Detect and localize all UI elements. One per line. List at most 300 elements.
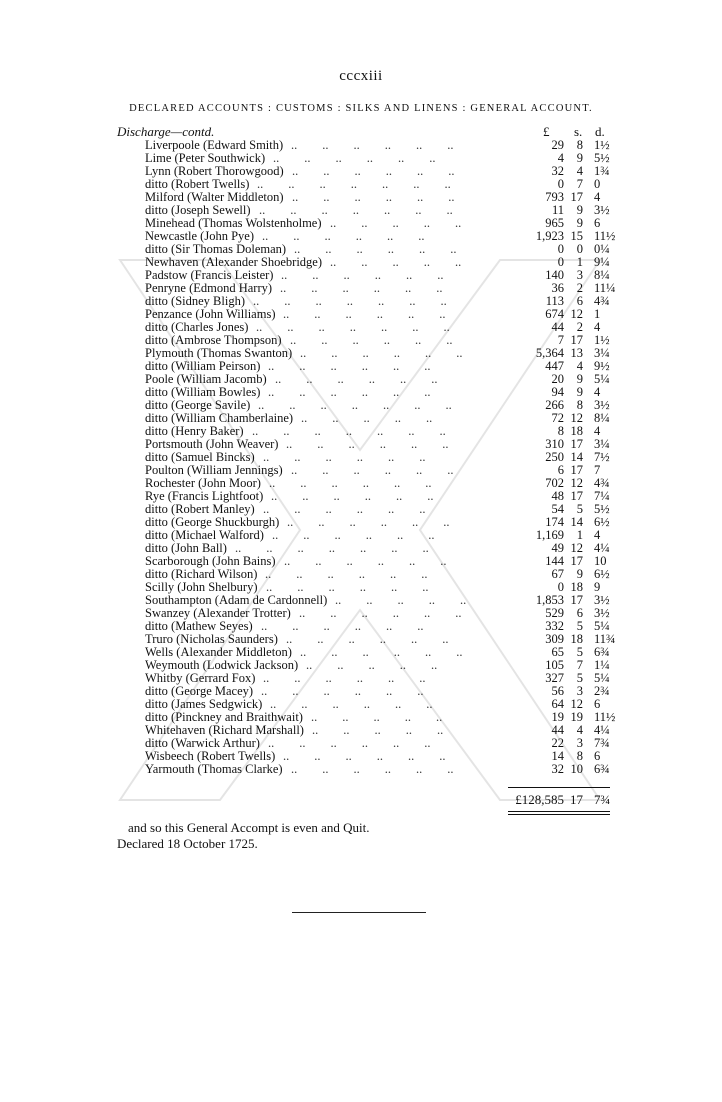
entry-pence: 3¼ (594, 346, 610, 360)
entry-pence: 4 (594, 528, 601, 542)
leader-dots: .. .. .. .. .. .. (300, 646, 488, 659)
entry-pence: 4¼ (594, 723, 610, 737)
entry-name: Whitby (Gerrard Fox) (145, 671, 256, 685)
entry-pounds: 94 (551, 385, 564, 399)
entry-name: Wisbeech (Robert Twells) (145, 749, 276, 763)
table-row (0, 178, 722, 191)
entry-name: Padstow (Francis Leister) (145, 268, 274, 282)
leader-dots: .. .. .. .. .. .. (268, 737, 456, 750)
entry-shillings: 17 (570, 437, 583, 451)
entry-pence: 11¼ (594, 281, 616, 295)
leader-dots: .. .. .. .. .. .. .. (258, 399, 477, 412)
entry-pence: 5¼ (594, 372, 610, 386)
page-folio: cccxiii (339, 68, 383, 84)
entry-pence: 9½ (594, 359, 610, 373)
entry-name: ditto (Pinckney and Braithwait) (145, 710, 303, 724)
entry-pence: 1¾ (594, 164, 610, 178)
entry-pence: 8¼ (594, 268, 610, 282)
entry-shillings: 6 (576, 606, 583, 620)
closing-statement: and so this General Accompt is even and Quit. (128, 820, 370, 835)
entry-pounds: 29 (551, 138, 564, 152)
entry-pounds: 48 (551, 489, 564, 503)
entry-shillings: 17 (570, 593, 583, 607)
section-heading: Discharge—contd. (117, 124, 215, 139)
entry-pence: 1 (594, 307, 601, 321)
entry-pence: 6 (594, 697, 601, 711)
entry-shillings: 17 (570, 554, 583, 568)
table-row (0, 464, 722, 477)
entry-shillings: 9 (576, 385, 583, 399)
entry-pounds: 266 (545, 398, 564, 412)
entry-shillings: 1 (576, 528, 583, 542)
table-row (0, 295, 722, 308)
entry-pence: 3½ (594, 398, 610, 412)
entry-shillings: 3 (576, 268, 583, 282)
entry-name: ditto (Sir Thomas Doleman) (145, 242, 287, 256)
entry-name: ditto (George Shuckburgh) (145, 515, 280, 529)
entry-pounds: 113 (545, 294, 564, 308)
entry-pence: 11¾ (594, 632, 616, 646)
entry-name: ditto (James Sedgwick) (145, 697, 263, 711)
entry-shillings: 18 (570, 424, 583, 438)
leader-dots: .. .. .. .. .. .. (263, 503, 451, 516)
table-row (0, 282, 722, 295)
column-header-pounds: £ (543, 124, 550, 139)
table-row (0, 438, 722, 451)
entry-shillings: 1 (576, 255, 583, 269)
entry-pounds: 20 (551, 372, 564, 386)
entry-name: Rochester (John Moor) (145, 476, 261, 490)
table-row (0, 347, 722, 360)
entry-shillings: 5 (576, 619, 583, 633)
entry-pence: 4¾ (594, 294, 610, 308)
leader-dots: .. .. .. .. .. .. (286, 633, 474, 646)
entry-name: Portsmouth (John Weaver) (145, 437, 279, 451)
entry-shillings: 17 (570, 333, 583, 347)
leader-dots: .. .. .. .. .. .. (263, 451, 451, 464)
entry-name: Milford (Walter Middleton) (145, 190, 284, 204)
table-row (0, 516, 722, 529)
entry-pounds: 8 (557, 424, 564, 438)
entry-name: Plymouth (Thomas Swanton) (145, 346, 293, 360)
entry-pence: 0¼ (594, 242, 610, 256)
leader-dots: .. .. .. .. .. .. .. (252, 425, 471, 438)
entry-pence: 6 (594, 216, 601, 230)
entry-pounds: 7 (557, 333, 564, 347)
entry-pounds: 1,923 (535, 229, 564, 243)
entry-shillings: 12 (570, 307, 583, 321)
leader-dots: .. .. .. .. .. .. (270, 698, 458, 711)
entry-name: ditto (John Ball) (145, 541, 227, 555)
entry-shillings: 2 (576, 281, 583, 295)
entry-pence: 3½ (594, 203, 610, 217)
leader-dots: .. .. .. .. .. .. (291, 464, 479, 477)
table-row (0, 230, 722, 243)
entry-shillings: 17 (570, 489, 583, 503)
entry-shillings: 9 (576, 372, 583, 386)
table-row (0, 243, 722, 256)
entry-name: Scilly (John Shelbury) (145, 580, 258, 594)
table-row (0, 334, 722, 347)
leader-dots: .. .. .. .. .. .. (268, 360, 456, 373)
entry-shillings: 5 (576, 671, 583, 685)
table-row (0, 399, 722, 412)
leader-dots: .. .. .. .. .. .. (291, 139, 479, 152)
table-row (0, 490, 722, 503)
leader-dots: .. .. .. .. .. .. (271, 490, 459, 503)
total-row (0, 792, 722, 807)
table-row (0, 204, 722, 217)
entry-shillings: 8 (576, 749, 583, 763)
entry-pounds: 5,364 (535, 346, 564, 360)
entry-shillings: 4 (576, 359, 583, 373)
table-row (0, 386, 722, 399)
leader-dots: .. .. .. .. .. .. (300, 347, 488, 360)
table-row (0, 412, 722, 425)
entry-pounds: 0 (557, 255, 564, 269)
leader-dots: .. .. .. .. .. .. (263, 672, 451, 685)
leader-dots: .. .. .. .. .. (301, 412, 458, 425)
entry-name: Truro (Nicholas Saunders) (145, 632, 278, 646)
entry-name: Penryne (Edmond Harry) (145, 281, 273, 295)
table-row (0, 152, 722, 165)
entry-name: ditto (Sidney Bligh) (145, 294, 245, 308)
table-row (0, 581, 722, 594)
entry-pence: 6½ (594, 515, 610, 529)
entry-shillings: 9 (576, 567, 583, 581)
table-row (0, 451, 722, 464)
column-header-shillings: s. (574, 124, 583, 139)
leader-dots: .. .. .. .. .. .. (262, 230, 450, 243)
entry-pence: 3½ (594, 593, 610, 607)
entry-pounds: 140 (545, 268, 564, 282)
table-row (0, 659, 722, 672)
table-row (0, 165, 722, 178)
entry-pence: 5¼ (594, 671, 610, 685)
total-shillings: 17 (570, 792, 583, 807)
total-rule-top (508, 787, 610, 788)
leader-dots: .. .. .. .. .. .. (287, 516, 475, 529)
table-row (0, 139, 722, 152)
leader-dots: .. .. .. .. .. .. (299, 607, 487, 620)
entry-shillings: 18 (570, 632, 583, 646)
leader-dots: .. .. .. .. .. (330, 256, 487, 269)
entry-name: ditto (Robert Twells) (145, 177, 250, 191)
entry-shillings: 13 (570, 346, 583, 360)
entry-pence: 5½ (594, 502, 610, 516)
entry-name: Penzance (John Williams) (145, 307, 276, 321)
entry-pounds: 14 (551, 749, 564, 763)
entry-pounds: 310 (545, 437, 564, 451)
table-row (0, 542, 722, 555)
entry-pounds: 4 (557, 151, 564, 165)
leader-dots: .. .. .. .. .. .. .. (235, 542, 454, 555)
leader-dots: .. .. .. .. .. (311, 711, 468, 724)
table-row (0, 360, 722, 373)
entry-shillings: 12 (570, 411, 583, 425)
entry-pence: 7¾ (594, 736, 610, 750)
entry-pounds: 1,853 (535, 593, 564, 607)
entry-pounds: 309 (545, 632, 564, 646)
table-row (0, 425, 722, 438)
leader-dots: .. .. .. .. .. .. (280, 282, 468, 295)
entry-name: Rye (Francis Lightfoot) (145, 489, 264, 503)
entry-pence: 1½ (594, 138, 610, 152)
leader-dots: .. .. .. .. .. .. (294, 243, 482, 256)
entry-shillings: 8 (576, 398, 583, 412)
entry-pounds: 22 (551, 736, 564, 750)
leader-dots: .. .. .. .. .. (335, 594, 492, 607)
entry-pence: 7¼ (594, 489, 610, 503)
declaration-date: Declared 18 October 1725. (117, 836, 258, 851)
entry-name: ditto (Samuel Bincks) (145, 450, 255, 464)
entry-shillings: 9 (576, 216, 583, 230)
entry-pence: 11½ (594, 229, 616, 243)
leader-dots: .. .. .. .. .. .. .. (259, 204, 478, 217)
entry-name: Yarmouth (Thomas Clarke) (145, 762, 283, 776)
entry-shillings: 2 (576, 320, 583, 334)
entry-pounds: 674 (545, 307, 564, 321)
entry-pence: 10 (594, 554, 607, 568)
entry-pence: 9 (594, 580, 601, 594)
entry-pence: 4 (594, 385, 601, 399)
entry-pence: 6¾ (594, 762, 610, 776)
entry-pounds: 144 (545, 554, 564, 568)
table-row (0, 633, 722, 646)
total-pence: 7¾ (594, 792, 611, 807)
entry-pence: 1½ (594, 333, 610, 347)
entry-pence: 8¼ (594, 411, 610, 425)
entry-name: ditto (Robert Manley) (145, 502, 255, 516)
leader-dots: .. .. .. .. .. .. (291, 763, 479, 776)
table-row (0, 191, 722, 204)
entry-shillings: 3 (576, 684, 583, 698)
leader-dots: .. .. .. .. .. .. (266, 581, 454, 594)
table-row (0, 685, 722, 698)
entry-name: Liverpoole (Edward Smith) (145, 138, 284, 152)
entry-pence: 11½ (594, 710, 616, 724)
entry-shillings: 3 (576, 736, 583, 750)
entry-shillings: 8 (576, 138, 583, 152)
entry-pounds: 793 (545, 190, 564, 204)
entry-shillings: 19 (570, 710, 583, 724)
end-rule (292, 912, 426, 913)
entry-pounds: 32 (551, 762, 564, 776)
entry-pounds: 49 (551, 541, 564, 555)
entry-pounds: 1,169 (535, 528, 564, 542)
table-row (0, 711, 722, 724)
entry-shillings: 5 (576, 502, 583, 516)
entry-pounds: 64 (551, 697, 564, 711)
entry-name: ditto (William Peirson) (145, 359, 261, 373)
entry-pounds: 965 (545, 216, 564, 230)
entry-pence: 5½ (594, 151, 610, 165)
entry-pounds: 32 (551, 164, 564, 178)
entry-pounds: 44 (551, 320, 564, 334)
leader-dots: .. .. .. .. .. .. (261, 685, 449, 698)
entry-pounds: 54 (551, 502, 564, 516)
entry-pence: 4¼ (594, 541, 610, 555)
entry-shillings: 9 (576, 151, 583, 165)
leader-dots: .. .. .. .. .. .. (275, 373, 463, 386)
entry-pence: 4 (594, 190, 601, 204)
entry-pounds: 0 (557, 580, 564, 594)
entry-pence: 1¼ (594, 658, 610, 672)
leader-dots: .. .. .. .. .. .. .. (253, 295, 472, 308)
column-header-pence: d. (595, 124, 605, 139)
table-row (0, 672, 722, 685)
entry-name: Poulton (William Jennings) (145, 463, 283, 477)
entry-name: ditto (Michael Walford) (145, 528, 264, 542)
leader-dots: .. .. .. .. .. .. (290, 334, 478, 347)
table-row (0, 646, 722, 659)
entry-pence: 3¼ (594, 437, 610, 451)
entry-name: ditto (William Chamberlaine) (145, 411, 294, 425)
leader-dots: .. .. .. .. .. .. (286, 438, 474, 451)
entry-pence: 4¾ (594, 476, 610, 490)
leader-dots: .. .. .. .. .. .. (268, 386, 456, 399)
entry-name: ditto (Warwick Arthur) (145, 736, 260, 750)
leader-dots: .. .. .. .. .. .. (292, 191, 480, 204)
entry-name: Whitehaven (Richard Marshall) (145, 723, 304, 737)
entry-pounds: 447 (545, 359, 564, 373)
entry-shillings: 12 (570, 697, 583, 711)
entry-shillings: 7 (576, 177, 583, 191)
table-row (0, 750, 722, 763)
entry-pounds: 0 (557, 242, 564, 256)
table-row (0, 724, 722, 737)
table-row (0, 373, 722, 386)
entry-pence: 4 (594, 424, 601, 438)
entry-pounds: 19 (551, 710, 564, 724)
entry-pounds: 36 (551, 281, 564, 295)
entry-pence: 7½ (594, 450, 610, 464)
entry-name: ditto (Mathew Seyes) (145, 619, 253, 633)
leader-dots: .. .. .. .. .. .. (283, 308, 471, 321)
entry-name: Minehead (Thomas Wolstenholme) (145, 216, 322, 230)
entry-name: ditto (Henry Baker) (145, 424, 244, 438)
entry-shillings: 0 (576, 242, 583, 256)
entry-name: Scarborough (John Bains) (145, 554, 276, 568)
entry-pounds: 327 (545, 671, 564, 685)
entry-pence: 9¼ (594, 255, 610, 269)
entry-pounds: 0 (557, 177, 564, 191)
leader-dots: .. .. .. .. .. (312, 724, 469, 737)
leader-dots: .. .. .. .. .. (306, 659, 463, 672)
entry-shillings: 17 (570, 190, 583, 204)
table-row (0, 503, 722, 516)
entry-pounds: 250 (545, 450, 564, 464)
leader-dots: .. .. .. .. .. .. .. (257, 178, 476, 191)
entry-shillings: 12 (570, 541, 583, 555)
table-row (0, 321, 722, 334)
leader-dots: .. .. .. .. .. .. (284, 555, 472, 568)
entry-pence: 6½ (594, 567, 610, 581)
table-row (0, 256, 722, 269)
entry-pounds: 174 (545, 515, 564, 529)
entry-shillings: 18 (570, 580, 583, 594)
entry-name: ditto (Ambrose Thompson) (145, 333, 282, 347)
total-rule-bottom (508, 811, 610, 815)
entry-pounds: 67 (551, 567, 564, 581)
entry-shillings: 9 (576, 203, 583, 217)
entry-pence: 4 (594, 320, 601, 334)
entry-name: Newhaven (Alexander Shoebridge) (145, 255, 323, 269)
leader-dots: .. .. .. .. .. .. (272, 529, 460, 542)
leader-dots: .. .. .. .. .. .. (281, 269, 469, 282)
leader-dots: .. .. .. .. .. .. (261, 620, 449, 633)
account-entries (0, 139, 722, 776)
entry-name: Wells (Alexander Middleton) (145, 645, 292, 659)
entry-pounds: 65 (551, 645, 564, 659)
table-row (0, 737, 722, 750)
entry-pounds: 72 (551, 411, 564, 425)
entry-name: ditto (William Bowles) (145, 385, 261, 399)
leader-dots: .. .. .. .. .. .. .. (256, 321, 475, 334)
entry-pounds: 56 (551, 684, 564, 698)
entry-pounds: 6 (557, 463, 564, 477)
table-row (0, 607, 722, 620)
entry-name: Lynn (Robert Thorowgood) (145, 164, 284, 178)
entry-pounds: 44 (551, 723, 564, 737)
leader-dots: .. .. .. .. .. .. (265, 568, 453, 581)
total-pounds: £128,585 (515, 792, 564, 807)
entry-name: Poole (William Jacomb) (145, 372, 267, 386)
table-row (0, 308, 722, 321)
entry-name: Newcastle (John Pye) (145, 229, 254, 243)
entry-shillings: 17 (570, 463, 583, 477)
entry-pence: 6 (594, 749, 601, 763)
entry-shillings: 12 (570, 476, 583, 490)
table-row (0, 763, 722, 776)
table-row (0, 594, 722, 607)
entry-pence: 5¼ (594, 619, 610, 633)
leader-dots: .. .. .. .. .. .. (273, 152, 461, 165)
entry-name: ditto (Charles Jones) (145, 320, 249, 334)
entry-shillings: 14 (570, 515, 583, 529)
entry-pounds: 529 (545, 606, 564, 620)
entry-shillings: 5 (576, 645, 583, 659)
entry-pence: 2¾ (594, 684, 610, 698)
leader-dots: .. .. .. .. .. (330, 217, 487, 230)
entry-shillings: 7 (576, 658, 583, 672)
entry-pounds: 11 (551, 203, 564, 217)
entry-shillings: 15 (570, 229, 583, 243)
entry-name: Weymouth (Lodwick Jackson) (145, 658, 299, 672)
entry-shillings: 6 (576, 294, 583, 308)
entry-pence: 7 (594, 463, 601, 477)
table-row (0, 555, 722, 568)
entry-pounds: 332 (545, 619, 564, 633)
entry-pounds: 105 (545, 658, 564, 672)
entry-name: ditto (Richard Wilson) (145, 567, 258, 581)
table-row (0, 477, 722, 490)
table-row (0, 568, 722, 581)
entry-name: Lime (Peter Southwick) (145, 151, 266, 165)
entry-name: ditto (George Macey) (145, 684, 254, 698)
entry-pence: 0 (594, 177, 601, 191)
running-head: DECLARED ACCOUNTS : CUSTOMS : SILKS AND LINENS : GENERAL ACCOUNT. (129, 103, 593, 114)
entry-shillings: 4 (576, 164, 583, 178)
entry-shillings: 14 (570, 450, 583, 464)
entry-name: ditto (George Savile) (145, 398, 251, 412)
entry-name: ditto (Joseph Sewell) (145, 203, 251, 217)
table-row (0, 529, 722, 542)
entry-pounds: 702 (545, 476, 564, 490)
leader-dots: .. .. .. .. .. .. (283, 750, 471, 763)
entry-pence: 3½ (594, 606, 610, 620)
entry-name: Swanzey (Alexander Trotter) (145, 606, 291, 620)
